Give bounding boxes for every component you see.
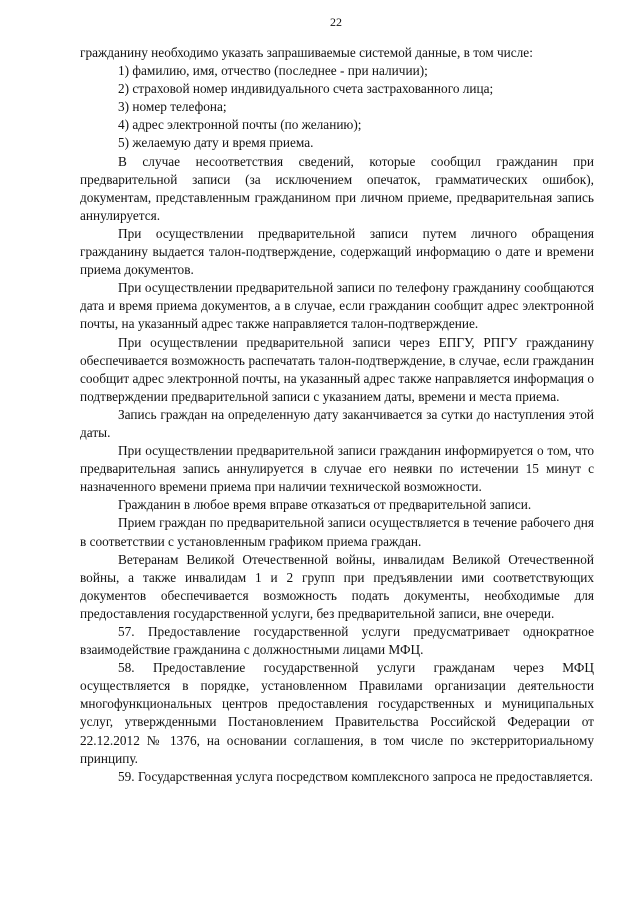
paragraph-personal-visit: При осуществлении предварительной записи путем личного обращения гражданину выдается талон-подтверждение, содержащий информацию о дате и времени приема документов. <box>80 225 594 278</box>
paragraph-booking-deadline: Запись граждан на определенную дату заканчивается за сутки до наступления этой даты. <box>80 406 594 440</box>
clause-59: 59. Государственная услуга посредством комплексного запроса не предоставляется. <box>118 768 593 784</box>
list-item-full-name: 1) фамилию, имя, отчество (последнее - при наличии); <box>118 63 428 79</box>
paragraph-veterans: Ветеранам Великой Отечественной войны, инвалидам Великой Отечественной войны, а также инвалидам 1 и 2 групп при предъявлении ими соответствующих документов обеспечивается возможность подать документы, необходимые для предоставления государственной услуги, без предварительной записи, вне очереди. <box>80 551 594 621</box>
list-item-date-time: 5) желаемую дату и время приема. <box>118 135 314 151</box>
paragraph-refusal: Гражданин в любое время вправе отказаться от предварительной записи. <box>118 497 532 513</box>
list-item-insurance-number: 2) страховой номер индивидуального счета застрахованного лица; <box>118 81 494 97</box>
paragraph-schedule: Прием граждан по предварительной записи осуществляется в течение рабочего дня в соответствии с установленным графиком приема граждан. <box>80 515 594 549</box>
paragraph-portal-booking: При осуществлении предварительной записи через ЕПГУ, РПГУ гражданину обеспечивается возможность распечатать талон-подтверждение, в случае, если гражданин сообщит адрес электронной почты, на указанный адрес также направляется информация о подтверждении предварительной записи с указанием даты, времени и места приема. <box>80 334 594 404</box>
paragraph-continuation: гражданину необходимо указать запрашиваемые системой данные, в том числе: <box>80 45 533 60</box>
paragraph-phone-booking: При осуществлении предварительной записи по телефону гражданину сообщаются дата и время приема документов, а в случае, если гражданин сообщит адрес электронной почты, на указанный адрес также направляется талон-подтверждение. <box>80 280 594 332</box>
clause-57: 57. Предоставление государственной услуги предусматривает однократное взаимодействие гражданина с должностными лицами МФЦ. <box>80 624 594 658</box>
list-item-phone: 3) номер телефона; <box>118 99 227 115</box>
paragraph-mismatch: В случае несоответствия сведений, которые сообщил гражданин при предварительной записи (за исключением опечаток, грамматических ошибок), документам, представленным гражданином при личном приеме, предварительная запись аннулируется. <box>80 153 594 223</box>
paragraph-cancellation: При осуществлении предварительной записи гражданин информируется о том, что предварительная запись аннулируется в случае его неявки по истечении 15 минут с назначенного времени приема при наличии технической возможности. <box>80 443 594 495</box>
page-number: 22 <box>330 15 342 29</box>
clause-58: 58. Предоставление государственной услуги гражданам через МФЦ осуществляется в порядке, установленном Правилами организации деятельности многофункциональных центров предоставления государственных и муниципальных услуг, утвержденными Постановлением Правительства Российской Федерации от 22.12.2012 № 1376, на основании соглашения, в том числе по экстерриториальному принципу. <box>80 660 594 766</box>
document-body <box>80 44 594 786</box>
list-item-email: 4) адрес электронной почты (по желанию); <box>118 117 362 133</box>
